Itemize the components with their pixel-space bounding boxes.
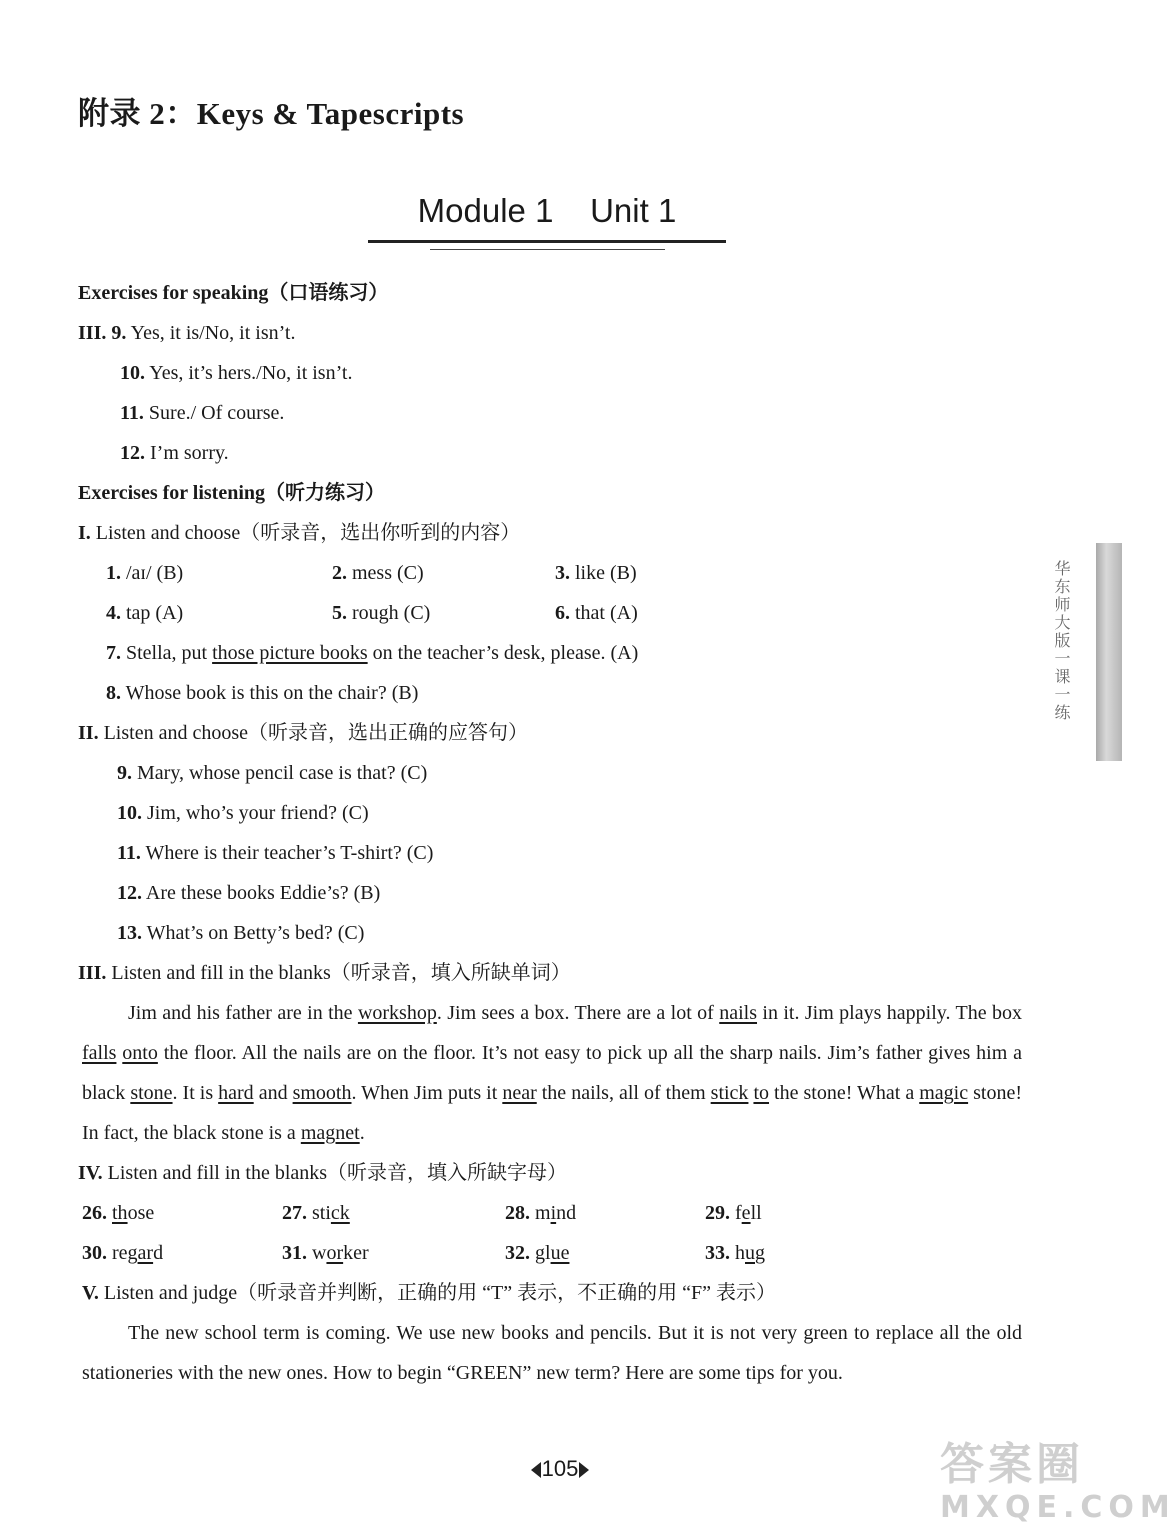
answer-cell	[332, 559, 424, 587]
watermark-bottom-text: MXQE.COM	[940, 1490, 1176, 1525]
passage-text: stone! In fact, the black stone is a	[82, 1082, 1022, 1144]
answer-cell	[555, 559, 637, 587]
speaking-item	[120, 399, 284, 427]
item-number: 27.	[282, 1202, 307, 1224]
module-title: Module 1 Unit 1	[417, 192, 677, 229]
part-title: Listen and fill in the blanks（听录音，填入所缺字母）	[107, 1162, 568, 1184]
section-number: III.	[78, 322, 107, 344]
part-heading	[78, 719, 528, 747]
listening-heading: Exercises for listening（听力练习）	[78, 482, 386, 504]
word-part: g	[755, 1242, 765, 1264]
word-part: sti	[312, 1202, 331, 1224]
part-title: Listen and judge（听录音并判断，正确的用 “T” 表示，不正确的用 “F” 表示）	[103, 1282, 777, 1304]
item-number: 28.	[505, 1202, 530, 1224]
part-heading	[78, 959, 571, 987]
filled-letters: i	[550, 1202, 557, 1224]
fill-blank-paragraph	[82, 993, 1022, 1153]
item-number: 12.	[117, 882, 142, 904]
part-heading	[82, 1279, 776, 1307]
speaking-item	[120, 439, 229, 467]
answer-text: I’m sorry.	[150, 442, 229, 464]
letter-answer	[505, 1199, 576, 1227]
passage-text: and	[253, 1082, 293, 1104]
filled-letters: e	[741, 1202, 751, 1224]
letter-answer	[82, 1199, 154, 1227]
item-number: 1.	[106, 562, 121, 584]
answer-text: Jim, who’s your friend? (C)	[147, 802, 369, 824]
passage-text: . It is	[172, 1082, 219, 1104]
blank-answer: magnet	[300, 1122, 360, 1144]
filled-letters: or	[326, 1242, 344, 1264]
item-number: 13.	[117, 922, 142, 944]
word-part: d	[153, 1242, 164, 1264]
item-number: 29.	[705, 1202, 730, 1224]
passage-text: Jim and his father are in the	[128, 1002, 358, 1024]
item-number: 32.	[505, 1242, 530, 1264]
passage-text: the floor. All the nails are on the floor. It’s not easy to pick up all the sharp nails. Jim’s father gives him a black	[82, 1042, 1022, 1104]
part-label: III.	[78, 962, 107, 984]
passage-paragraph: The new school term is coming. We use new books and pencils. But it is not very green to replace all the old stationeries with the new ones. How to begin “GREEN” new term? Here are some tips for you.	[82, 1322, 1022, 1384]
blank-answer: falls	[82, 1042, 117, 1064]
answer-line	[117, 759, 427, 787]
passage-text: the nails, all of them	[536, 1082, 711, 1104]
passage-text: . Jim sees a box. There are a lot of	[436, 1002, 720, 1024]
blank-answer: to	[753, 1082, 770, 1104]
page-number	[510, 1456, 610, 1482]
speaking-heading: Exercises for speaking（口语练习）	[78, 282, 389, 304]
speaking-item	[78, 319, 296, 347]
item-number: 33.	[705, 1242, 730, 1264]
item-number: 26.	[82, 1202, 107, 1224]
passage-text: the stone! What a	[769, 1082, 920, 1104]
word-part: ker	[343, 1242, 369, 1264]
item-number: 11.	[117, 842, 141, 864]
answer-cell	[555, 599, 638, 627]
watermark-top-text: 答案圈	[940, 1439, 1084, 1490]
underlined-answer: those picture books	[212, 642, 368, 664]
blank-answer: near	[502, 1082, 537, 1104]
answer-line	[117, 879, 380, 907]
answer-text: Stella, put	[126, 642, 213, 664]
filled-letters: ar	[137, 1242, 154, 1264]
answer-text: Yes, it is/No, it isn’t.	[130, 322, 296, 344]
item-number: 31.	[282, 1242, 307, 1264]
part-title: Listen and fill in the blanks（听录音，填入所缺单词）	[111, 962, 571, 984]
passage-text: . When Jim puts it	[351, 1082, 503, 1104]
answer-text: Where is their teacher’s T-shirt? (C)	[145, 842, 434, 864]
item-number: 7.	[106, 642, 121, 664]
answer-text: that (A)	[575, 602, 638, 624]
answer-line	[106, 679, 418, 707]
part-title: Listen and choose（听录音，选出你听到的内容）	[95, 522, 521, 544]
blank-answer: workshop	[357, 1002, 437, 1024]
item-number: 9.	[111, 322, 127, 344]
item-number: 3.	[555, 562, 570, 584]
part-title: Listen and choose（听录音，选出正确的应答句）	[103, 722, 528, 744]
answer-text: Sure./ Of course.	[148, 402, 285, 424]
part-heading	[78, 519, 520, 547]
watermark-logo	[940, 1439, 1176, 1536]
filled-letters: ck	[330, 1202, 350, 1224]
page-number-text: 105	[541, 1456, 579, 1481]
word-part: gl	[535, 1242, 551, 1264]
letter-answer	[705, 1239, 765, 1267]
part-label: I.	[78, 522, 91, 544]
answer-text: tap (A)	[126, 602, 184, 624]
item-number: 12.	[120, 442, 145, 464]
filled-letters: u	[745, 1242, 755, 1264]
word-part: ll	[750, 1202, 762, 1224]
item-number: 9.	[117, 762, 132, 784]
blank-answer: nails	[719, 1002, 758, 1024]
answer-line	[117, 919, 364, 947]
filled-letters: ue	[550, 1242, 570, 1264]
answer-cell	[106, 599, 183, 627]
letter-answer	[282, 1199, 350, 1227]
item-number: 11.	[120, 402, 144, 424]
word-part: h	[735, 1242, 745, 1264]
answer-text: What’s on Betty’s bed? (C)	[146, 922, 365, 944]
word-part: f	[735, 1202, 742, 1224]
left-triangle-icon	[531, 1462, 541, 1478]
part-label: II.	[78, 722, 99, 744]
part-label: V.	[82, 1282, 99, 1304]
item-number: 4.	[106, 602, 121, 624]
letter-answer	[505, 1239, 569, 1267]
item-number: 6.	[555, 602, 570, 624]
item-number: 8.	[106, 682, 121, 704]
page-title: 附录 2：Keys & Tapescripts	[78, 96, 465, 131]
word-part: w	[312, 1242, 327, 1264]
word-part: m	[535, 1202, 551, 1224]
part-label: IV.	[78, 1162, 103, 1184]
word-part: nd	[556, 1202, 577, 1224]
answer-text: Whose book is this on the chair? (B)	[125, 682, 419, 704]
item-number: 10.	[120, 362, 145, 384]
answer-line	[117, 799, 369, 827]
speaking-item	[120, 359, 352, 387]
item-number: 5.	[332, 602, 347, 624]
blank-answer: stone	[130, 1082, 173, 1104]
blank-answer: onto	[122, 1042, 158, 1064]
passage-text: in it. Jim plays happily. The box	[757, 1002, 1022, 1024]
answer-text: rough (C)	[352, 602, 431, 624]
answer-line	[117, 839, 433, 867]
blank-answer: stick	[710, 1082, 749, 1104]
letter-answer	[705, 1199, 762, 1227]
side-label: 华东师大版一课一练	[1052, 560, 1069, 722]
answer-cell	[332, 599, 430, 627]
item-number: 10.	[117, 802, 142, 824]
blank-answer: smooth	[292, 1082, 352, 1104]
answer-text: like (B)	[575, 562, 637, 584]
answer-line	[106, 639, 638, 667]
title-rule	[368, 240, 726, 243]
part-heading	[78, 1159, 567, 1187]
filled-letters: th	[112, 1202, 128, 1224]
word-part: ose	[127, 1202, 155, 1224]
blank-answer: hard	[218, 1082, 254, 1104]
passage-text: .	[359, 1122, 365, 1144]
answer-text: Yes, it’s hers./No, it isn’t.	[149, 362, 353, 384]
title-subrule	[430, 249, 665, 250]
letter-answer	[282, 1239, 369, 1267]
side-thumb-tab	[1096, 543, 1122, 761]
answer-text: on the teacher’s desk, please. (A)	[367, 642, 639, 664]
answer-text: /aɪ/ (B)	[126, 562, 184, 584]
letter-answer	[82, 1239, 163, 1267]
answer-text: Mary, whose pencil case is that? (C)	[137, 762, 428, 784]
item-number: 2.	[332, 562, 347, 584]
answer-text: mess (C)	[352, 562, 424, 584]
word-part: reg	[112, 1242, 138, 1264]
answer-cell	[106, 559, 183, 587]
answer-text: Are these books Eddie’s? (B)	[145, 882, 381, 904]
blank-answer: magic	[919, 1082, 969, 1104]
right-triangle-icon	[579, 1462, 589, 1478]
item-number: 30.	[82, 1242, 107, 1264]
